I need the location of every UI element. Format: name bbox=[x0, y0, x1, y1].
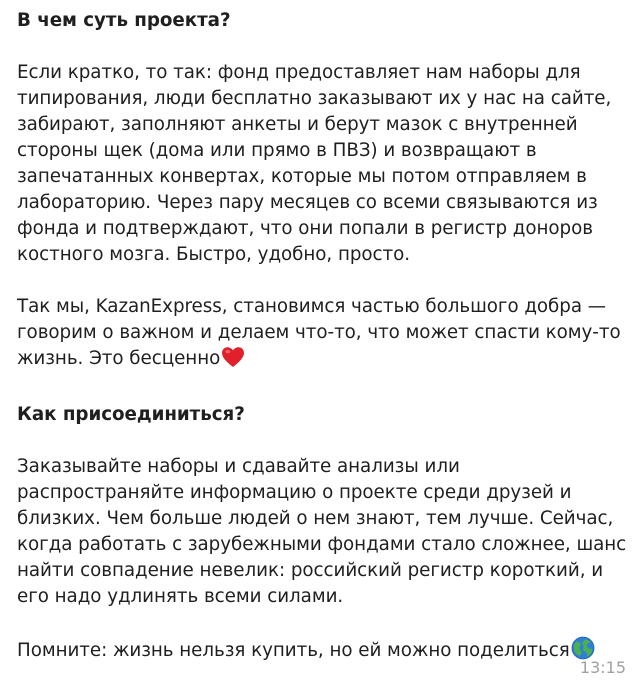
paragraph-about bbox=[17, 60, 629, 268]
paragraph-about-text: Если кратко, то так: фонд предоставляет нам наборы для типирования, люди бесплатно заказывают их у нас на сайте, забирают, заполняют анкеты и берут мазок с внутренней стороны щек (дома или прямо в ПВЗ) и возвращают в запечатанных конвертах, которые мы потом отправляем в лабораторию. Через пару месяцев со всеми связываются из фонда и подтверждают, что они попали в регистр доноров костного мозга. Быстро, удобно, просто. bbox=[17, 62, 612, 265]
red-heart-icon bbox=[221, 346, 245, 376]
spacer bbox=[17, 428, 629, 454]
spacer bbox=[17, 376, 629, 402]
spacer bbox=[17, 34, 629, 60]
paragraph-company-text: Так мы, KazanExpress, становимся частью большого добра — говорим о важном и делаем что-то, что может спасти кому-то жизнь. Это бесценно bbox=[17, 296, 621, 369]
section-heading-about: В чем суть проекта? bbox=[17, 10, 231, 31]
paragraph-join-text: Заказывайте наборы и сдавайте анализы или распространяйте информацию о проекте среди друзей и близких. Чем больше людей о нем знают, тем лучше. Сейчас, когда работать с зарубежными фондами стало сложнее, шанс найти совпадение невелик: российский регистр короткий, и его надо удлинять всеми силами. bbox=[17, 456, 627, 607]
paragraph-share-text: Помните: жизнь нельзя купить, но ей можно поделиться bbox=[17, 640, 570, 661]
paragraph-join bbox=[17, 454, 629, 610]
paragraph-share bbox=[17, 636, 629, 668]
message-text bbox=[17, 8, 629, 668]
paragraph-company bbox=[17, 294, 629, 376]
message-timestamp: 13:15 bbox=[579, 658, 626, 677]
spacer bbox=[17, 268, 629, 294]
spacer bbox=[17, 610, 629, 636]
section-heading-join: Как присоединиться? bbox=[17, 404, 245, 425]
